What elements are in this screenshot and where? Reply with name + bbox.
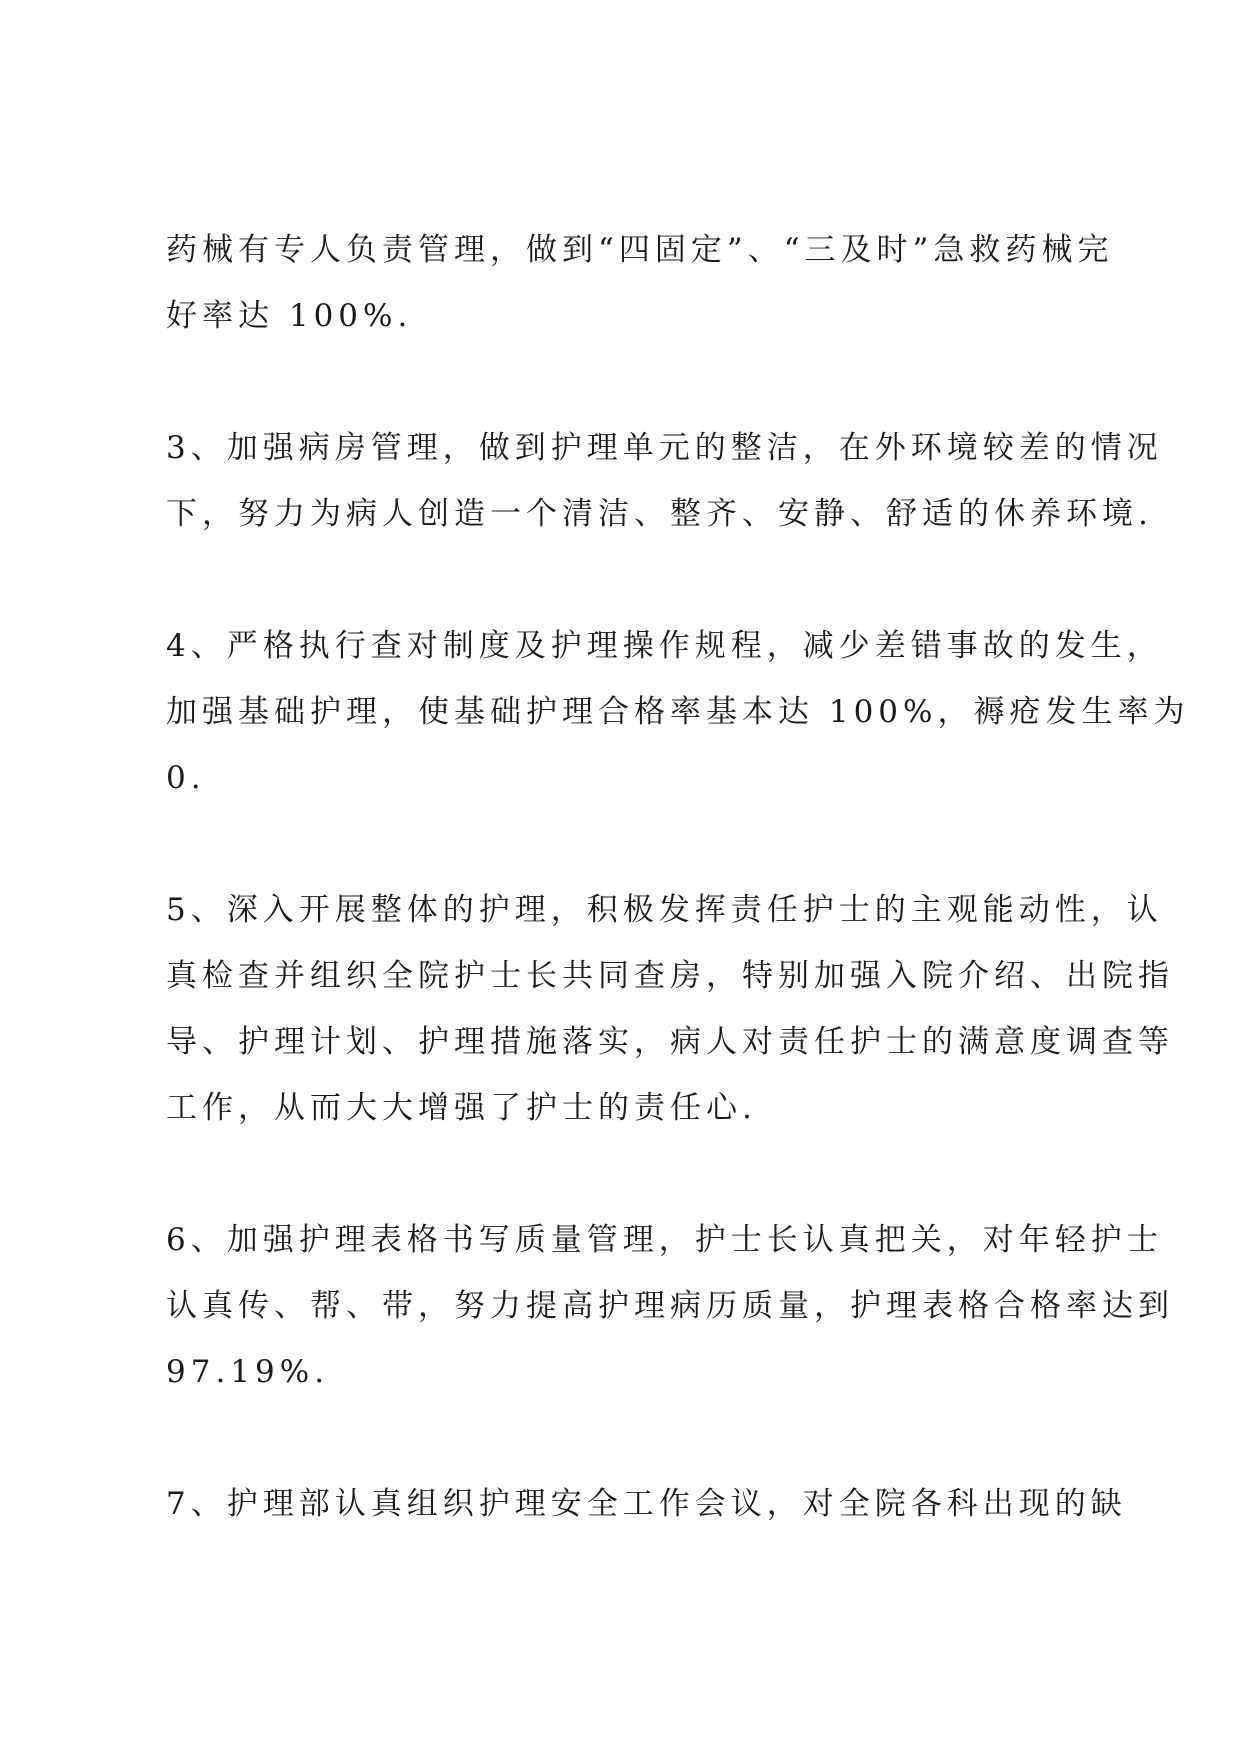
text-line: 好率达 100%. <box>166 298 413 334</box>
text-line: 加强基础护理，使基础护理合格率基本达 100%，褥疮发生率为 <box>166 694 1190 730</box>
text-line: 真检查并组织全院护士长共同查房，特别加强入院介绍、出院指 <box>166 958 1174 994</box>
text-line: 3、加强病房管理，做到护理单元的整洁，在外环境较差的情况 <box>166 430 1163 466</box>
text-line: 6、加强护理表格书写质量管理，护士长认真把关，对年轻护士 <box>166 1222 1163 1258</box>
text-line: 导、护理计划、护理措施落实，病人对责任护士的满意度调查等 <box>166 1024 1174 1060</box>
text-line: 0. <box>166 760 206 796</box>
text-line: 4、严格执行查对制度及护理操作规程，减少差错事故的发生， <box>166 628 1163 664</box>
text-line: 认真传、帮、带，努力提高护理病历质量，护理表格合格率达到 <box>166 1288 1174 1324</box>
text-line: 药械有专人负责管理，做到“四固定”、“三及时”急救药械完 <box>166 232 1114 268</box>
text-line: 7、护理部认真组织护理安全工作会议，对全院各科出现的缺 <box>166 1486 1127 1522</box>
text-line: 97.19%. <box>166 1354 330 1390</box>
text-line: 5、深入开展整体的护理，积极发挥责任护士的主观能动性，认 <box>166 892 1163 928</box>
text-line: 工作，从而大大增强了护士的责任心. <box>166 1090 757 1126</box>
text-line: 下，努力为病人创造一个清洁、整齐、安静、舒适的休养环境. <box>166 496 1153 532</box>
